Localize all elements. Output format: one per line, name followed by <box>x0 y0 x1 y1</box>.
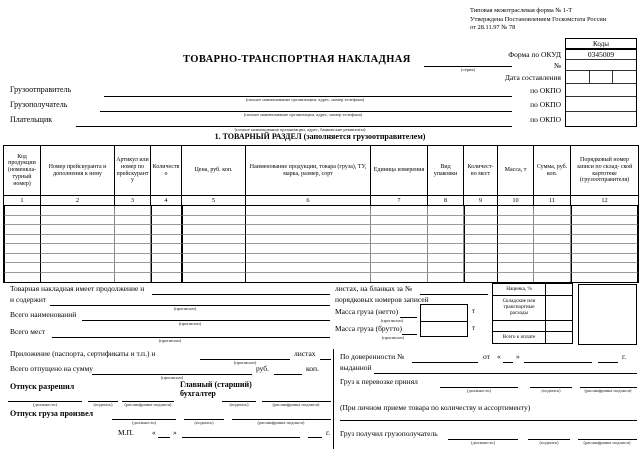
table-row <box>4 263 638 273</box>
quote-open: « <box>152 428 156 437</box>
col-header-7: Единица измерения <box>371 146 428 196</box>
table-cell <box>246 273 371 283</box>
table-cell <box>371 273 428 283</box>
quote-close: » <box>173 428 177 437</box>
col-number-9: 9 <box>464 196 498 206</box>
hint-sign-decode: (расшифровка подписи) <box>124 402 172 407</box>
table-cell <box>246 216 371 226</box>
col-number-5: 5 <box>182 196 246 206</box>
col-header-9: Количест- во мест <box>464 146 498 196</box>
table-cell <box>534 273 571 283</box>
fill-line <box>158 437 170 438</box>
surcharge-table <box>492 283 573 344</box>
table-cell <box>428 216 464 226</box>
okpo-value-consignee <box>565 97 637 112</box>
mp-label: М.П. <box>118 428 134 437</box>
table-cell <box>498 235 534 245</box>
table-cell <box>428 263 464 273</box>
total-names-label: Всего наименований <box>10 310 77 319</box>
hint-words: (прописью) <box>160 375 184 380</box>
table-cell <box>498 225 534 235</box>
mass-value-box <box>420 304 468 337</box>
surcharge-label: Наценка, % <box>493 284 546 296</box>
table-row <box>4 225 638 235</box>
table-cell <box>571 206 638 216</box>
date-cells <box>565 71 637 84</box>
table-cell <box>534 216 571 226</box>
hint-words: (прописью) <box>173 306 197 311</box>
table-cell <box>151 225 182 235</box>
table-cell <box>41 263 115 273</box>
table-cell <box>534 254 571 264</box>
sheets-label: листах <box>294 349 316 358</box>
hint-position: (должность) <box>470 440 496 445</box>
fill-line <box>320 359 331 360</box>
okud-label: Форма по ОКУД <box>508 50 561 59</box>
table-row <box>4 273 638 283</box>
table-cell <box>115 244 151 254</box>
table-cell <box>498 244 534 254</box>
table-row <box>4 206 638 216</box>
table-cell <box>571 225 638 235</box>
date-cell-year <box>612 71 636 83</box>
cargo-received-label: Груз получил грузополучатель <box>340 429 438 438</box>
table-cell <box>498 263 534 273</box>
table-row <box>4 235 638 245</box>
hint-sign-decode: (расшифровка подписи) <box>584 388 632 393</box>
table-cell <box>371 235 428 245</box>
codes-header: Коды <box>565 38 637 49</box>
col-number-10: 10 <box>498 196 534 206</box>
ton-gross: т <box>472 324 476 332</box>
fill-line <box>52 337 330 338</box>
table-cell <box>571 273 638 283</box>
table-cell <box>41 216 115 226</box>
table-cell <box>464 235 498 245</box>
fill-line <box>374 373 637 374</box>
col-header-5: Цена, руб. коп. <box>182 146 246 196</box>
col-header-12: Порядковый номер записи по склад- ской картотеке (грузоотправителя) <box>571 146 638 196</box>
table-cell <box>41 235 115 245</box>
table-cell <box>4 244 41 254</box>
page-title: ТОВАРНО-ТРАНСПОРТНАЯ НАКЛАДНАЯ <box>183 54 411 65</box>
mass-net-cell <box>421 305 467 322</box>
table-cell <box>4 254 41 264</box>
table-cell <box>182 206 246 216</box>
from-label: от <box>483 352 490 361</box>
payer-label: Плательщик <box>10 115 53 124</box>
table-cell <box>115 225 151 235</box>
hint-position: (должность) <box>131 420 157 425</box>
power-of-attorney-label: По доверенности № <box>340 352 405 361</box>
personal-receipt-note: (При личном приеме товара по количеству и ассортименту) <box>340 403 531 412</box>
table-cell <box>182 216 246 226</box>
table-cell <box>371 206 428 216</box>
consignee-hint: (полное наименование организации, адрес, номер телефона) <box>243 112 363 117</box>
table-cell <box>464 244 498 254</box>
table-cell <box>464 225 498 235</box>
table-cell <box>41 244 115 254</box>
table-cell <box>151 263 182 273</box>
kop-label: коп. <box>306 364 319 373</box>
table-cell <box>371 225 428 235</box>
total-payable-value <box>546 332 572 343</box>
issued-label: выданной <box>340 363 372 372</box>
col-number-12: 12 <box>571 196 638 206</box>
release-allowed-label: Отпуск разрешил <box>10 382 75 391</box>
total-places-label: Всего мест <box>10 327 46 336</box>
table-cell <box>534 225 571 235</box>
fill-line <box>420 294 488 295</box>
hint-sign-decode: (расшифровка подписи) <box>257 420 305 425</box>
table-cell <box>246 254 371 264</box>
shipper-hint: (полное наименование организации, адрес, номер телефона) <box>245 97 365 102</box>
number-value <box>565 60 637 71</box>
col-header-11: Сумма, руб. коп. <box>534 146 571 196</box>
table-cell <box>182 244 246 254</box>
hint-sign-decode: (расшифровка подписи) <box>272 402 320 407</box>
hint-sign: (подпись) <box>229 402 249 407</box>
table-cell <box>428 206 464 216</box>
table-cell <box>571 216 638 226</box>
side-empty-box <box>578 284 637 345</box>
hint-position: (должность) <box>466 388 492 393</box>
table-cell <box>498 206 534 216</box>
empty-row-label <box>493 321 546 332</box>
table-cell <box>371 244 428 254</box>
table-cell <box>151 216 182 226</box>
date-cell-month <box>589 71 613 83</box>
fill-line <box>598 362 618 363</box>
table-cell <box>571 263 638 273</box>
okpo-label-payer: по ОКПО <box>530 115 561 124</box>
section-divider-line <box>340 420 637 421</box>
year-label: г. <box>326 428 331 437</box>
note-line1: Типовая межотраслевая форма № 1-Т <box>470 7 573 14</box>
col-header-2: Номер прейскуранта и дополнения к нему <box>41 146 115 196</box>
table-cell <box>246 225 371 235</box>
form-approval-note <box>470 7 640 33</box>
table-cell <box>4 216 41 226</box>
table-cell <box>4 263 41 273</box>
table-cell <box>4 206 41 216</box>
okpo-label-shipper: по ОКПО <box>530 86 561 95</box>
table-cell <box>534 263 571 273</box>
hint-sign: (подпись) <box>93 402 113 407</box>
chief-accountant-line1: Главный (старший) <box>180 380 252 389</box>
table-cell <box>151 235 182 245</box>
table-cell <box>464 206 498 216</box>
payer-hint: (полное наименование организации, адрес, банковские реквизиты) <box>234 127 366 132</box>
col-number-3: 3 <box>115 196 151 206</box>
continuation-line2-right: порядковых номеров записей <box>335 295 429 304</box>
table-cell <box>41 254 115 264</box>
table-cell <box>182 235 246 245</box>
table-row <box>4 244 638 254</box>
quote-open: « <box>497 352 501 361</box>
table-cell <box>571 244 638 254</box>
okud-value: 0345009 <box>565 49 637 60</box>
fill-line <box>503 362 513 363</box>
table-cell <box>246 206 371 216</box>
series-hint: (серия) <box>460 67 476 72</box>
fill-line <box>524 362 592 363</box>
table-cell <box>151 273 182 283</box>
col-number-2: 2 <box>41 196 115 206</box>
rub-label: руб. <box>256 364 269 373</box>
col-header-10: Масса, т <box>498 146 534 196</box>
table-cell <box>464 273 498 283</box>
surcharge-value <box>546 284 572 296</box>
table-row <box>4 254 638 264</box>
table-cell <box>41 273 115 283</box>
codes-box <box>445 38 637 127</box>
cargo-accepted-label: Груз к перевозке принял <box>340 377 418 386</box>
empty-row-value <box>546 321 572 332</box>
fill-line <box>182 437 300 438</box>
table-cell <box>115 273 151 283</box>
col-number-1: 1 <box>4 196 41 206</box>
hint-words: (прописью) <box>178 321 202 326</box>
shipper-label: Грузоотправитель <box>10 85 72 94</box>
table-cell <box>498 216 534 226</box>
table-cell <box>428 225 464 235</box>
col-number-11: 11 <box>534 196 571 206</box>
date-cell-day <box>566 71 589 83</box>
table-cell <box>534 206 571 216</box>
table-cell <box>428 273 464 283</box>
hint-words: (прописью) <box>380 318 404 323</box>
table-cell <box>115 216 151 226</box>
section1-title: 1. ТОВАРНЫЙ РАЗДЕЛ (заполняется грузоотправителем) <box>214 132 426 141</box>
hint-words: (прописью) <box>381 335 405 340</box>
table-cell <box>464 254 498 264</box>
warehouse-costs-value <box>546 296 572 321</box>
table-cell <box>371 263 428 273</box>
table-cell <box>428 244 464 254</box>
table-cell <box>246 263 371 273</box>
number-label: № <box>553 61 561 70</box>
col-number-6: 6 <box>246 196 371 206</box>
year-label: г. <box>622 352 627 361</box>
table-cell <box>464 263 498 273</box>
okpo-value-payer <box>565 112 637 127</box>
table-cell <box>371 216 428 226</box>
col-header-1: Код продукции (номенкла- турный номер) <box>4 146 41 196</box>
quote-close: » <box>516 352 520 361</box>
table-cell <box>571 254 638 264</box>
table-cell <box>151 206 182 216</box>
hint-sign-decode: (расшифровка подписи) <box>583 440 631 445</box>
table-cell <box>534 244 571 254</box>
table-cell <box>246 244 371 254</box>
col-header-3: Артикул или номер по прейскуранту <box>115 146 151 196</box>
total-sum-label: Всего отпущено на сумму <box>10 364 94 373</box>
note-line2: Утверждена Постановлением Госкомстата России <box>470 15 607 23</box>
table-cell <box>246 235 371 245</box>
table-cell <box>115 235 151 245</box>
table-cell <box>182 263 246 273</box>
release-made-label: Отпуск груза произвел <box>10 409 94 418</box>
table-cell <box>151 244 182 254</box>
table-cell <box>151 254 182 264</box>
table-cell <box>4 273 41 283</box>
hint-sign: (подпись) <box>194 420 214 425</box>
table-row <box>4 216 638 226</box>
col-number-7: 7 <box>371 196 428 206</box>
table-cell <box>41 206 115 216</box>
table-cell <box>4 235 41 245</box>
hint-words: (прописью) <box>233 360 257 365</box>
total-payable-label: Всего к оплате <box>493 332 546 343</box>
table-cell <box>115 263 151 273</box>
continuation-line2-left: и содержит <box>10 295 47 304</box>
col-header-4: Количество <box>151 146 182 196</box>
okpo-value-shipper <box>565 84 637 97</box>
table-cell <box>464 216 498 226</box>
fill-line <box>152 294 330 295</box>
date-label: Дата составления <box>504 73 561 82</box>
goods-table <box>3 145 639 283</box>
hint-words: (прописью) <box>158 338 182 343</box>
hint-sign: (подпись) <box>541 388 561 393</box>
fill-line <box>82 320 330 321</box>
table-cell <box>115 206 151 216</box>
col-number-4: 4 <box>151 196 182 206</box>
table-cell <box>182 273 246 283</box>
table-cell <box>115 254 151 264</box>
fill-line <box>274 374 302 375</box>
col-number-8: 8 <box>428 196 464 206</box>
okpo-label-consignee: по ОКПО <box>530 100 561 109</box>
chief-accountant-line2: бухгалтер <box>180 389 216 398</box>
table-cell <box>4 225 41 235</box>
warehouse-costs-label: Складские или транспортные расходы <box>493 296 546 321</box>
fill-line <box>412 362 478 363</box>
table-cell <box>182 254 246 264</box>
ton-net: т <box>472 307 476 315</box>
continuation-line1-left: Товарная накладная имеет продолжение н <box>10 284 145 293</box>
table-cell <box>428 235 464 245</box>
col-header-8: Вид упаковки <box>428 146 464 196</box>
note-line3: от 28.11.97 № 78 <box>470 24 516 32</box>
mass-net-label: Масса груза (нетто) <box>335 307 399 316</box>
attachment-label: Приложение (паспорта, сертификаты и т.п.) н <box>10 349 156 358</box>
table-cell <box>41 225 115 235</box>
table-cell <box>498 254 534 264</box>
table-cell <box>182 225 246 235</box>
table-cell <box>534 235 571 245</box>
table-cell <box>371 254 428 264</box>
table-cell <box>571 235 638 245</box>
consignee-label: Грузополучатель <box>10 100 68 109</box>
hint-sign: (подпись) <box>539 440 559 445</box>
col-header-6: Наименование продукции, товара (груза), ТУ, марка, размер, сорт <box>246 146 371 196</box>
mass-gross-label: Масса груза (брутто) <box>335 324 403 333</box>
hint-position: (должность) <box>32 402 58 407</box>
table-cell <box>498 273 534 283</box>
table-cell <box>428 254 464 264</box>
bottom-column-divider <box>333 349 334 449</box>
continuation-line1-right: листах, на бланках за № <box>335 284 413 293</box>
fill-line <box>308 437 322 438</box>
